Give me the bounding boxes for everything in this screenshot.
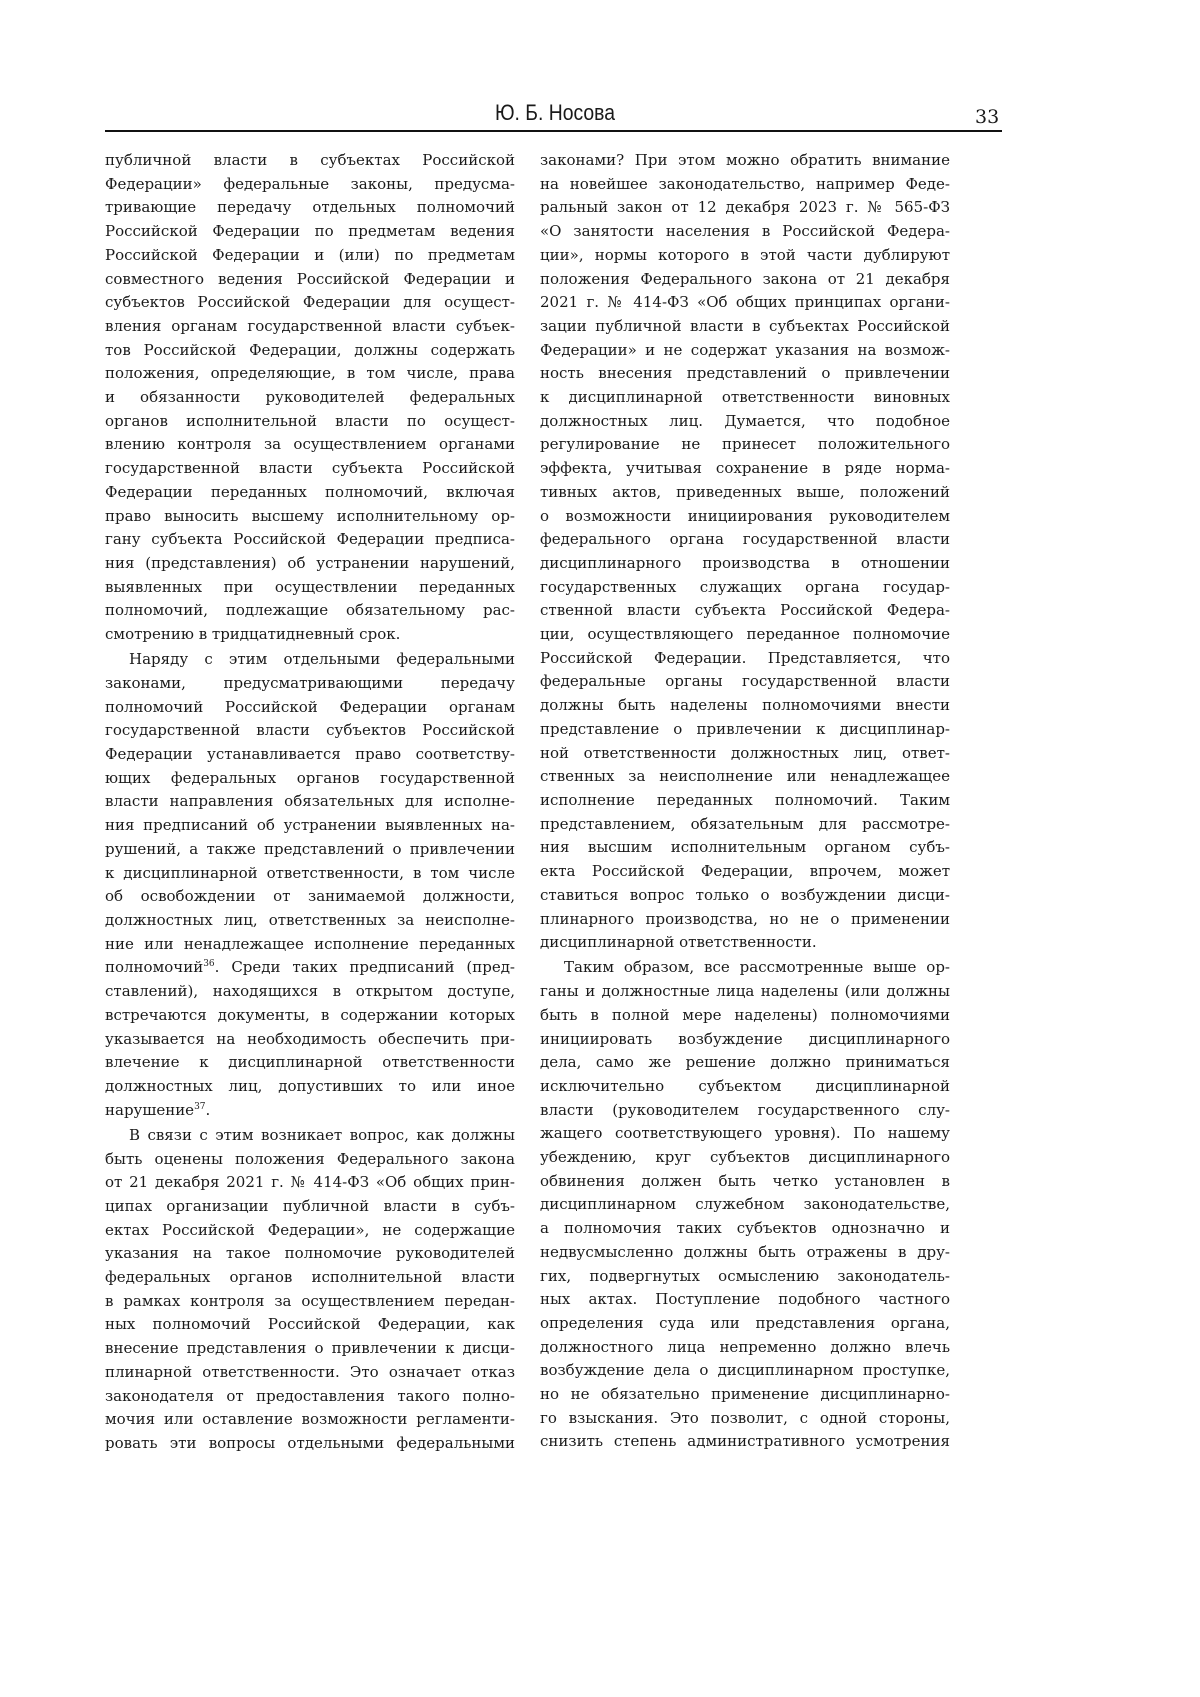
text-segment: полномочий [105,958,203,976]
text-line: убеждению, круг субъектов дисциплинарного [540,1146,950,1170]
text-line: власти направления обязательных для исполне- [105,790,515,814]
text-line: государственных служащих органа государ- [540,576,950,600]
text-line: зации публичной власти в субъектах Российской [540,315,950,339]
text-line: ции, осуществляющего переданное полномочие [540,623,950,647]
text-line: смотрению в тридцатидневный срок. [105,623,515,647]
text-line: плинарного производства, но не о применении [540,908,950,932]
text-line: законами? При этом можно обратить внимание [540,149,950,173]
text-line: возбуждение дела о дисциплинарном проступке, [540,1359,950,1383]
page-number: 33 [975,106,999,128]
text-line: должностных лиц. Думается, что подобное [540,410,950,434]
text-line: ставлений), находящихся в открытом доступе, [105,980,515,1004]
text-line: екта Российской Федерации, впрочем, может [540,860,950,884]
text-line: законодателя от предоставления такого полно- [105,1385,515,1409]
text-line: рушений, а также представлений о привлечении [105,838,515,862]
text-line: государственной власти субъекта Российской [105,457,515,481]
text-line: исполнение переданных полномочий. Таким [540,789,950,813]
text-line: ставиться вопрос только о возбуждении дисци- [540,884,950,908]
text-line: но не обязательно применение дисциплинарно- [540,1383,950,1407]
text-line: власти (руководителем государственного слу- [540,1099,950,1123]
text-line: ственных за неисполнение или ненадлежащее [540,765,950,789]
text-line: влечение к дисциплинарной ответственности [105,1051,515,1075]
text-line: ных полномочий Российской Федерации, как [105,1313,515,1337]
text-line: федеральные органы государственной власти [540,670,950,694]
text-line: ния (представления) об устранении нарушений, [105,552,515,576]
text-line: дела, само же решение должно приниматься [540,1051,950,1075]
text-segment: нарушение [105,1101,194,1119]
text-line: ципах организации публичной власти в субъ- [105,1195,515,1219]
text-line: о возможности инициирования руководителем [540,505,950,529]
text-line: ных актах. Поступление подобного частного [540,1288,950,1312]
text-line: тривающие передачу отдельных полномочий [105,196,515,220]
text-line: положения Федерального закона от 21 декабря [540,268,950,292]
text-line: ции», нормы которого в этой части дублируют [540,244,950,268]
text-line: Федерации переданных полномочий, включая [105,481,515,505]
text-line: ной ответственности должностных лиц, ответ- [540,742,950,766]
text-line: го взыскания. Это позволит, с одной стороны, [540,1407,950,1431]
paragraph [105,648,515,1122]
text-line: ственной власти субъекта Российской Федера- [540,599,950,623]
text-line: ния предписаний об устранении выявленных на- [105,814,515,838]
text-line: мочия или оставление возможности регламенти- [105,1408,515,1432]
text-line: Федерации устанавливается право соответству- [105,743,515,767]
text-line: ровать эти вопросы отдельными федеральными [105,1432,515,1456]
text-line: об освобождении от занимаемой должности, [105,885,515,909]
text-line: Федерации» федеральные законы, предусма- [105,173,515,197]
text-line: Российской Федерации. Представляется, что [540,647,950,671]
running-header-author: Ю. Б. Носова [67,100,1044,126]
text-line: полномочий Российской Федерации органам [105,696,515,720]
paragraph [540,956,950,1454]
header-divider [105,130,1002,132]
text-line: представлением, обязательным для рассмотре- [540,813,950,837]
right-column [540,149,950,1456]
text-line: право выносить высшему исполнительному ор- [105,505,515,529]
text-line: ность внесения представлений о привлечении [540,362,950,386]
footnote-reference[interactable]: 37 [194,1102,205,1112]
text-line: ние или ненадлежащее исполнение переданных [105,933,515,957]
text-line: ющих федеральных органов государственной [105,767,515,791]
text-line: ральный закон от 12 декабря 2023 г. № 565-ФЗ [540,196,950,220]
text-line: инициировать возбуждение дисциплинарного [540,1028,950,1052]
text-line: В связи с этим возникает вопрос, как должны [105,1124,515,1148]
text-line: внесение представления о привлечении к дисци- [105,1337,515,1361]
text-line: законами, предусматривающими передачу [105,672,515,696]
text-line: должностных лиц, ответственных за неисполне- [105,909,515,933]
text-line: положения, определяющие, в том числе, права [105,362,515,386]
text-line: определения суда или представления органа, [540,1312,950,1336]
text-line: Федерации» и не содержат указания на возмож- [540,339,950,363]
text-line: 2021 г. № 414-ФЗ «Об общих принципах органи- [540,291,950,315]
text-segment: . Среди таких предписаний (пред- [215,958,515,976]
text-line: ганы и должностные лица наделены (или должны [540,980,950,1004]
text-line: должностных лиц, допустивших то или иное [105,1075,515,1099]
left-column [105,149,515,1457]
text-line: регулирование не принесет положительного [540,433,950,457]
text-line: совместного ведения Российской Федерации и [105,268,515,292]
text-line: быть в полной мере наделены) полномочиями [540,1004,950,1028]
text-line: указывается на необходимость обеспечить при- [105,1028,515,1052]
paragraph [540,149,950,955]
text-line: государственной власти субъектов Российской [105,719,515,743]
text-line: должны быть наделены полномочиями внести [540,694,950,718]
text-line: дисциплинарном служебном законодательстве, [540,1193,950,1217]
text-line: должностного лица непременно должно влечь [540,1336,950,1360]
text-line: в рамках контроля за осуществлением передан- [105,1290,515,1314]
footnote-reference[interactable]: 36 [203,959,214,969]
text-line: обвинения должен быть четко установлен в [540,1170,950,1194]
text-line: Российской Федерации и (или) по предметам [105,244,515,268]
paragraph [105,149,515,647]
text-line: ния высшим исполнительным органом субъ- [540,836,950,860]
text-line: представление о привлечении к дисциплинар- [540,718,950,742]
text-line: тов Российской Федерации, должны содержать [105,339,515,363]
text-line: плинарной ответственности. Это означает отказ [105,1361,515,1385]
text-line: «О занятости населения в Российской Федера- [540,220,950,244]
text-line: и обязанности руководителей федеральных [105,386,515,410]
text-line: гих, подвергнутых осмыслению законодатель- [540,1265,950,1289]
text-line: дисциплинарной ответственности. [540,931,950,955]
text-line: Российской Федерации по предметам ведения [105,220,515,244]
text-line [105,1099,515,1123]
text-line: от 21 декабря 2021 г. № 414-ФЗ «Об общих прин- [105,1171,515,1195]
text-line: влению контроля за осуществлением органами [105,433,515,457]
text-line: Наряду с этим отдельными федеральными [105,648,515,672]
text-line: ектах Российской Федерации», не содержащие [105,1219,515,1243]
text-line [105,956,515,980]
text-line: Таким образом, все рассмотренные выше ор- [540,956,950,980]
text-line: дисциплинарного производства в отношении [540,552,950,576]
text-line: полномочий, подлежащие обязательному рас- [105,599,515,623]
text-line: недвусмысленно должны быть отражены в дру- [540,1241,950,1265]
text-line: указания на такое полномочие руководителей [105,1242,515,1266]
text-segment: . [206,1101,211,1119]
text-line: снизить степень административного усмотрения [540,1430,950,1454]
text-line: эффекта, учитывая сохранение в ряде норма- [540,457,950,481]
text-line: быть оценены положения Федерального закона [105,1148,515,1172]
text-line: жащего соответствующего уровня). По нашему [540,1122,950,1146]
text-line: к дисциплинарной ответственности, в том числе [105,862,515,886]
text-line: федеральных органов исполнительной власти [105,1266,515,1290]
text-line: публичной власти в субъектах Российской [105,149,515,173]
text-line: исключительно субъектом дисциплинарной [540,1075,950,1099]
text-line: федерального органа государственной власти [540,528,950,552]
text-line: на новейшее законодательство, например Феде- [540,173,950,197]
text-line: к дисциплинарной ответственности виновных [540,386,950,410]
text-line: вления органам государственной власти субъек- [105,315,515,339]
text-line: а полномочия таких субъектов однозначно и [540,1217,950,1241]
text-line: гану субъекта Российской Федерации предписа- [105,528,515,552]
text-line: субъектов Российской Федерации для осущест- [105,291,515,315]
text-line: тивных актов, приведенных выше, положений [540,481,950,505]
paragraph [105,1124,515,1456]
text-line: встречаются документы, в содержании которых [105,1004,515,1028]
text-line: выявленных при осуществлении переданных [105,576,515,600]
text-line: органов исполнительной власти по осущест- [105,410,515,434]
